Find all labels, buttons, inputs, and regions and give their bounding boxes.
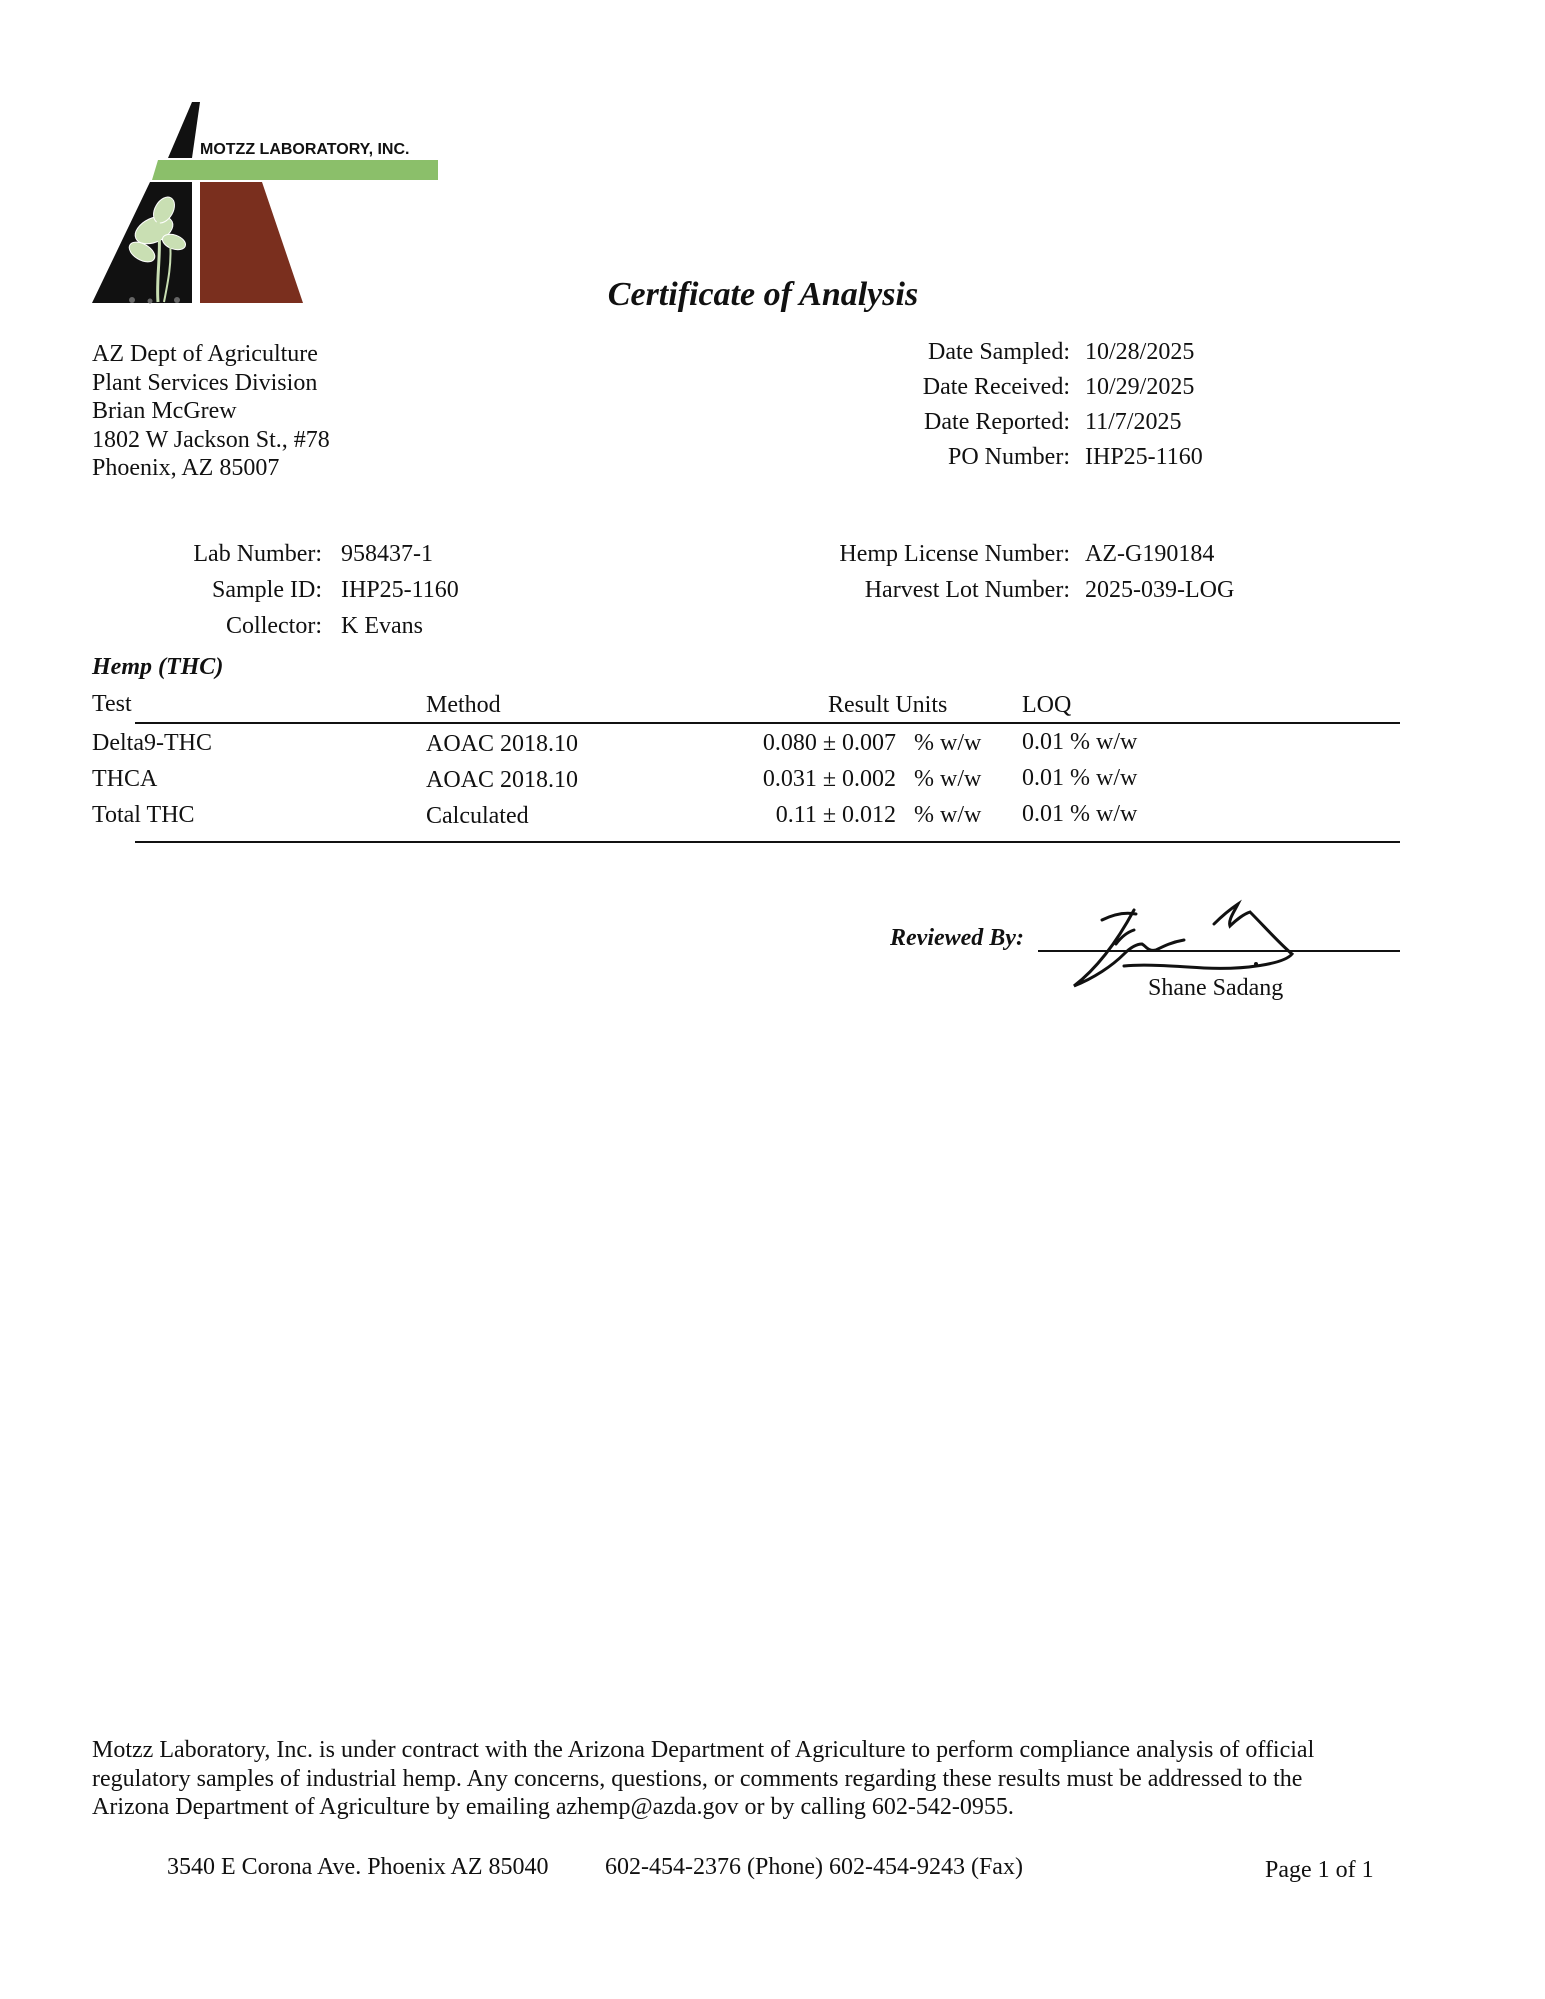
sample-id-label: Sample ID: <box>212 577 322 603</box>
lab-number-value: 958437-1 <box>341 541 433 567</box>
cell-method: AOAC 2018.10 <box>426 731 579 757</box>
date-sampled-value: 10/28/2025 <box>1085 339 1195 365</box>
col-header-method: Method <box>426 692 501 718</box>
client-line: 1802 W Jackson St., #78 <box>92 426 330 453</box>
client-line: Plant Services Division <box>92 369 318 396</box>
cell-units: % w/w <box>914 766 982 792</box>
section-title: Hemp (THC) <box>92 654 224 680</box>
date-received-value: 10/29/2025 <box>1085 374 1195 400</box>
cell-result: 0.11 ± 0.012 <box>775 802 896 828</box>
cell-test: Delta9-THC <box>92 730 212 756</box>
client-address <box>92 340 330 483</box>
logo-text: MOTZZ LABORATORY, INC. <box>200 141 410 158</box>
collector-label: Collector: <box>226 613 322 639</box>
page-title: Certificate of Analysis <box>607 276 919 313</box>
cell-test: THCA <box>92 766 158 792</box>
client-line: Brian McGrew <box>92 398 237 424</box>
po-number-value: IHP25-1160 <box>1085 444 1203 470</box>
cell-units: % w/w <box>914 802 982 828</box>
cell-loq: 0.01 % w/w <box>1022 729 1138 755</box>
client-line: AZ Dept of Agriculture <box>92 341 318 367</box>
lab-number-label: Lab Number: <box>193 541 322 567</box>
cell-result: 0.080 ± 0.007 <box>762 730 896 756</box>
client-line: Phoenix, AZ 85007 <box>92 455 280 481</box>
reviewed-by-label: Reviewed By: <box>890 925 1024 951</box>
po-number-label: PO Number: <box>948 444 1070 470</box>
hemp-license-label: Hemp License Number: <box>839 541 1070 567</box>
footer-address: 3540 E Corona Ave. Phoenix AZ 85040 <box>167 1854 549 1880</box>
cell-test: Total THC <box>92 802 195 828</box>
cell-result: 0.031 ± 0.002 <box>762 766 896 792</box>
harvest-lot-label: Harvest Lot Number: <box>864 577 1070 603</box>
col-header-loq: LOQ <box>1022 692 1072 718</box>
col-header-test: Test <box>92 691 132 717</box>
disclaimer-text: Motzz Laboratory, Inc. is under contract with the Arizona Department of Agriculture to perform compliance analysis of official regulatory samples of industrial hemp. Any concerns, questions, or comments regarding these results must be addressed to the Arizona Department of Agriculture by emailing azhemp@azda.gov or by calling 602-542-0955. <box>92 1737 1315 1820</box>
col-header-result-units: Result Units <box>828 692 948 718</box>
date-reported-label: Date Reported: <box>924 409 1070 435</box>
date-reported-value: 11/7/2025 <box>1085 409 1182 435</box>
page-number: Page 1 of 1 <box>1265 1857 1374 1883</box>
footer-phone: 602-454-2376 (Phone) 602-454-9243 (Fax) <box>605 1854 1023 1880</box>
cell-units: % w/w <box>914 730 982 756</box>
table-bottom-rule <box>135 841 1400 843</box>
sample-id-value: IHP25-1160 <box>341 577 459 603</box>
cell-loq: 0.01 % w/w <box>1022 801 1138 827</box>
date-sampled-label: Date Sampled: <box>928 339 1070 365</box>
hemp-license-value: AZ-G190184 <box>1085 541 1215 567</box>
cell-loq: 0.01 % w/w <box>1022 765 1138 791</box>
collector-value: K Evans <box>341 613 423 639</box>
cell-method: Calculated <box>426 803 529 829</box>
table-header-rule <box>135 722 1400 724</box>
reviewer-name: Shane Sadang <box>1148 975 1284 1001</box>
cell-method: AOAC 2018.10 <box>426 767 579 793</box>
harvest-lot-value: 2025-039-LOG <box>1085 577 1235 603</box>
date-received-label: Date Received: <box>922 374 1070 400</box>
